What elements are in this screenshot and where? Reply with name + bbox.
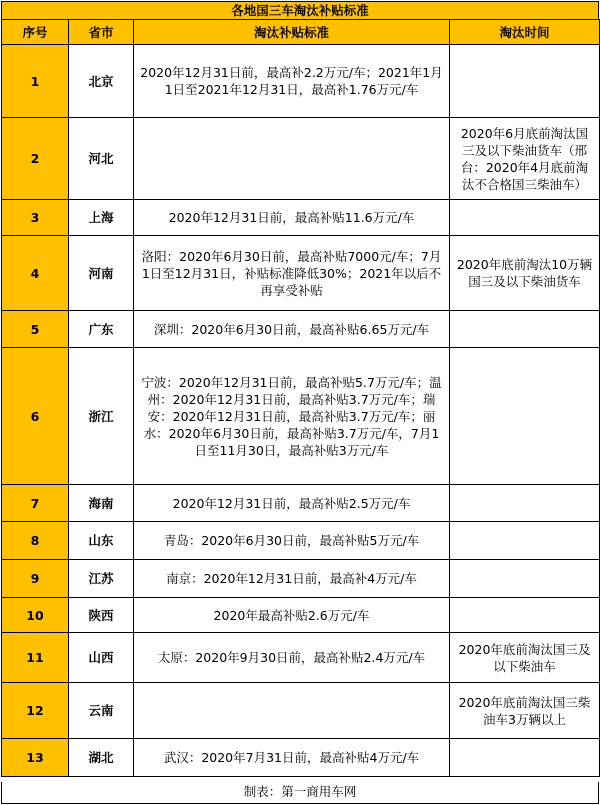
row-time xyxy=(450,522,600,560)
table-header-row xyxy=(2,20,600,45)
row-city: 云南 xyxy=(69,683,134,739)
row-time xyxy=(450,311,600,348)
row-time xyxy=(450,560,600,598)
row-index: 8 xyxy=(2,522,69,560)
row-standard: 青岛：2020年6月30日前，最高补贴5万元/车 xyxy=(134,522,450,560)
header-time: 淘汰时间 xyxy=(450,20,600,45)
row-time: 2020年底前淘汰国三及以下柴油车 xyxy=(450,633,600,683)
row-time xyxy=(450,485,600,522)
row-time xyxy=(450,598,600,633)
row-standard: 2020年12月31日前，最高补贴11.6万元/车 xyxy=(134,200,450,236)
row-standard xyxy=(134,118,450,200)
table-row xyxy=(2,118,600,200)
row-time: 2020年6月底前淘汰国三及以下柴油货车（邢台：2020年4月底前淘汰不合格国三柴油车） xyxy=(450,118,600,200)
row-index: 6 xyxy=(2,348,69,485)
row-index: 7 xyxy=(2,485,69,522)
row-standard: 武汉：2020年7月31日前，最高补贴4万元/车 xyxy=(134,739,450,777)
row-city: 陕西 xyxy=(69,598,134,633)
table-row xyxy=(2,598,600,633)
table-title: 各地国三车淘汰补贴标准 xyxy=(1,1,599,20)
table-row xyxy=(2,633,600,683)
row-time: 2020年底前淘汰10万辆国三及以下柴油货车 xyxy=(450,236,600,311)
table-row xyxy=(2,236,600,311)
row-standard: 2020年最高补贴2.6万元/车 xyxy=(134,598,450,633)
row-city: 山西 xyxy=(69,633,134,683)
row-time: 2020年底前淘汰国三柴油车3万辆以上 xyxy=(450,683,600,739)
row-standard: 南京：2020年12月31日前，最高补4万元/车 xyxy=(134,560,450,598)
row-index: 3 xyxy=(2,200,69,236)
table-row xyxy=(2,522,600,560)
row-city: 河南 xyxy=(69,236,134,311)
row-city: 浙江 xyxy=(69,348,134,485)
header-index: 序号 xyxy=(2,20,69,45)
row-city: 北京 xyxy=(69,45,134,118)
table-row xyxy=(2,348,600,485)
row-city: 海南 xyxy=(69,485,134,522)
header-standard: 淘汰补贴标准 xyxy=(134,20,450,45)
row-standard: 宁波：2020年12月31日前，最高补贴5.7万元/车；温州：2020年12月31日前，最高补贴3.7万元/车；瑞安：2020年12月31日前，最高补贴3.7万元/车；丽水：2020年6月30日前，最高补贴3.7万元/车，7月1日至11月30日，最高补贴3万元/车 xyxy=(134,348,450,485)
row-city: 江苏 xyxy=(69,560,134,598)
row-index: 9 xyxy=(2,560,69,598)
table-row xyxy=(2,739,600,777)
row-standard: 洛阳：2020年6月30日前，最高补贴7000元/车；7月1日至12月31日，补贴标准降低30%；2021年以后不再享受补贴 xyxy=(134,236,450,311)
row-index: 10 xyxy=(2,598,69,633)
row-city: 上海 xyxy=(69,200,134,236)
row-standard: 太原：2020年9月30日前，最高补贴2.4万元/车 xyxy=(134,633,450,683)
row-city: 湖北 xyxy=(69,739,134,777)
row-time xyxy=(450,200,600,236)
row-time xyxy=(450,739,600,777)
table-row xyxy=(2,560,600,598)
row-time xyxy=(450,348,600,485)
row-index: 12 xyxy=(2,683,69,739)
row-standard: 深圳：2020年6月30日前，最高补贴6.65万元/车 xyxy=(134,311,450,348)
row-standard: 2020年12月31日前，最高补2.2万元/车；2021年1月1日至2021年12月31日，最高补1.76万元/车 xyxy=(134,45,450,118)
row-index: 4 xyxy=(2,236,69,311)
row-standard xyxy=(134,683,450,739)
row-time xyxy=(450,45,600,118)
table-footer-source: 制表：第一商用车网 xyxy=(1,782,599,804)
row-index: 13 xyxy=(2,739,69,777)
table-row xyxy=(2,311,600,348)
header-city: 省市 xyxy=(69,20,134,45)
row-city: 广东 xyxy=(69,311,134,348)
table-row xyxy=(2,45,600,118)
row-index: 11 xyxy=(2,633,69,683)
row-city: 河北 xyxy=(69,118,134,200)
subsidy-table xyxy=(1,19,600,777)
table-row xyxy=(2,200,600,236)
row-city: 山东 xyxy=(69,522,134,560)
row-index: 5 xyxy=(2,311,69,348)
row-index: 1 xyxy=(2,45,69,118)
row-standard: 2020年12月31日前，最高补贴2.5万元/车 xyxy=(134,485,450,522)
row-index: 2 xyxy=(2,118,69,200)
table-row xyxy=(2,683,600,739)
table-row xyxy=(2,485,600,522)
